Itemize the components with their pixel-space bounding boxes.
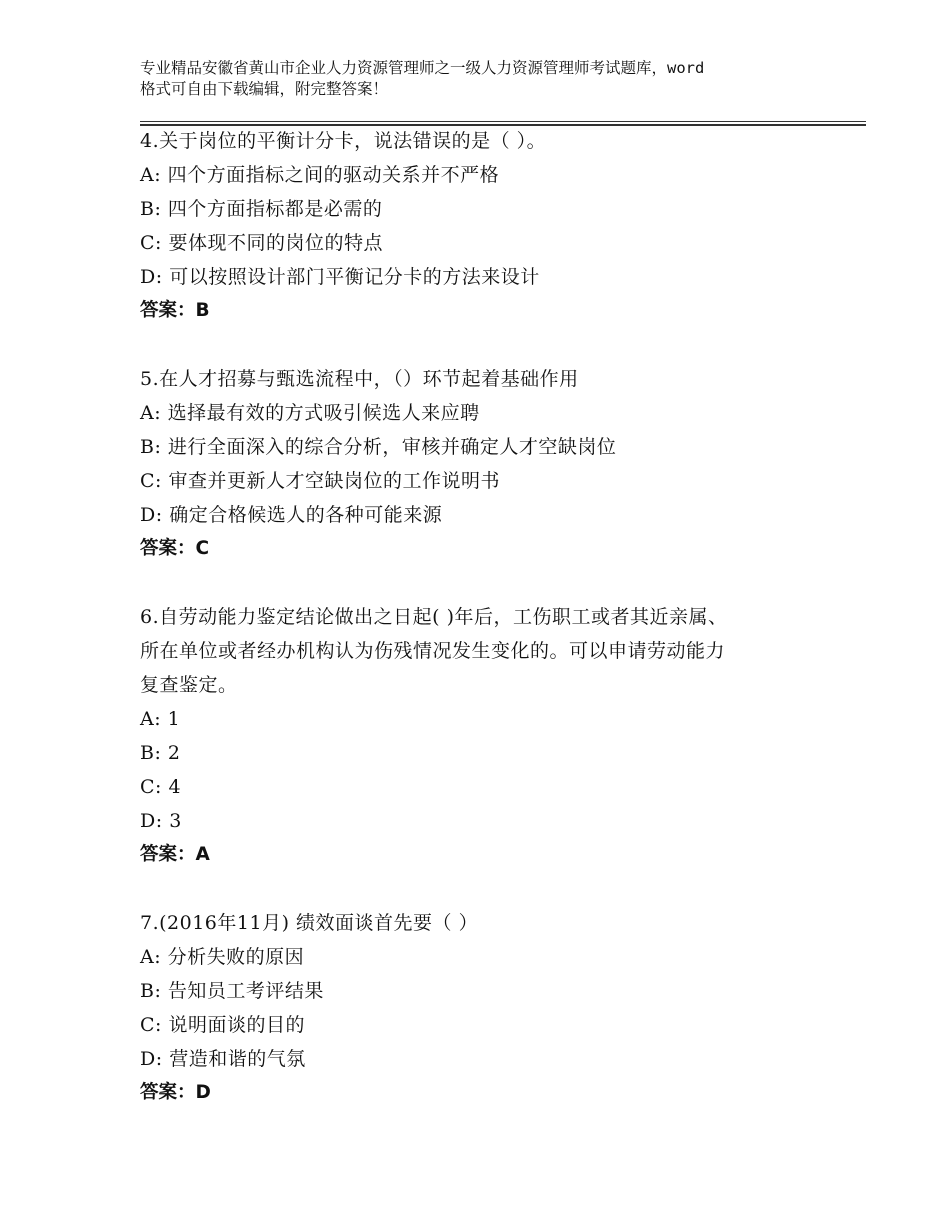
- option-text: 可以按照设计部门平衡记分卡的方法来设计: [169, 266, 540, 288]
- question-stem: 4.关于岗位的平衡计分卡，说法错误的是（ ）。: [140, 130, 547, 152]
- option-c: [140, 226, 820, 260]
- answer-line: 答案：A: [140, 844, 210, 865]
- question-5: [140, 362, 820, 566]
- option-letter: B:: [140, 980, 162, 1002]
- header-title-line-1: 专业精品安徽省黄山市企业人力资源管理师之一级人力资源管理师考试题库，word: [140, 59, 705, 77]
- option-c: [140, 770, 820, 804]
- option-letter: D:: [140, 1048, 163, 1070]
- header-title-line-2: 格式可自由下载编辑，附完整答案！: [140, 80, 389, 98]
- option-text: 2: [167, 742, 181, 764]
- option-text: 营造和谐的气氛: [169, 1048, 306, 1070]
- question-6: [140, 600, 820, 872]
- question-4: [140, 124, 820, 328]
- question-7: [140, 906, 820, 1110]
- option-letter: D:: [140, 504, 163, 526]
- option-a: [140, 702, 820, 736]
- option-text: 3: [169, 810, 182, 832]
- option-text: 选择最有效的方式吸引候选人来应聘: [167, 402, 480, 424]
- option-letter: B:: [140, 742, 162, 764]
- answer-line: 答案：B: [140, 300, 210, 321]
- option-c: [140, 1008, 820, 1042]
- option-a: [140, 396, 820, 430]
- option-b: [140, 974, 820, 1008]
- option-text: 进行全面深入的综合分析，审核并确定人才空缺岗位: [167, 436, 617, 458]
- option-letter: C:: [140, 470, 162, 492]
- option-b: [140, 736, 820, 770]
- question-stem: 所在单位或者经办机构认为伤残情况发生变化的。可以申请劳动能力: [140, 640, 726, 662]
- question-stem: 复查鉴定。: [140, 674, 238, 696]
- question-stem: 6.自劳动能力鉴定结论做出之日起( )年后，工伤职工或者其近亲属、: [140, 606, 728, 628]
- option-c: [140, 464, 820, 498]
- option-letter: B:: [140, 198, 162, 220]
- option-letter: C:: [140, 1014, 162, 1036]
- option-a: [140, 158, 820, 192]
- option-d: [140, 498, 820, 532]
- option-a: [140, 940, 820, 974]
- option-letter: D:: [140, 810, 163, 832]
- option-d: [140, 1042, 820, 1076]
- option-text: 四个方面指标都是必需的: [167, 198, 383, 220]
- option-text: 告知员工考评结果: [167, 980, 324, 1002]
- option-letter: C:: [140, 776, 162, 798]
- option-d: [140, 804, 820, 838]
- option-text: 四个方面指标之间的驱动关系并不严格: [167, 164, 500, 186]
- option-text: 分析失败的原因: [167, 946, 305, 968]
- option-d: [140, 260, 820, 294]
- option-text: 审查并更新人才空缺岗位的工作说明书: [168, 470, 501, 492]
- option-b: [140, 430, 820, 464]
- option-text: 说明面谈的目的: [168, 1014, 306, 1036]
- option-letter: C:: [140, 232, 162, 254]
- option-text: 确定合格候选人的各种可能来源: [169, 504, 443, 526]
- option-b: [140, 192, 820, 226]
- question-stem: 5.在人才招募与甄选流程中，（）环节起着基础作用: [140, 368, 579, 390]
- option-letter: A:: [140, 164, 162, 186]
- option-letter: A:: [140, 708, 162, 730]
- answer-line: 答案：D: [140, 1082, 211, 1103]
- option-letter: A:: [140, 946, 162, 968]
- option-letter: A:: [140, 402, 162, 424]
- question-stem: 7.(2016年11月) 绩效面谈首先要（ ）: [140, 912, 479, 934]
- document-header: [140, 58, 840, 100]
- option-text: 要体现不同的岗位的特点: [168, 232, 384, 254]
- option-letter: B:: [140, 436, 162, 458]
- header-divider-thin: [140, 121, 866, 122]
- option-letter: D:: [140, 266, 163, 288]
- option-text: 1: [167, 708, 181, 730]
- option-text: 4: [168, 776, 182, 798]
- question-list: [140, 124, 820, 1144]
- answer-line: 答案：C: [140, 538, 210, 559]
